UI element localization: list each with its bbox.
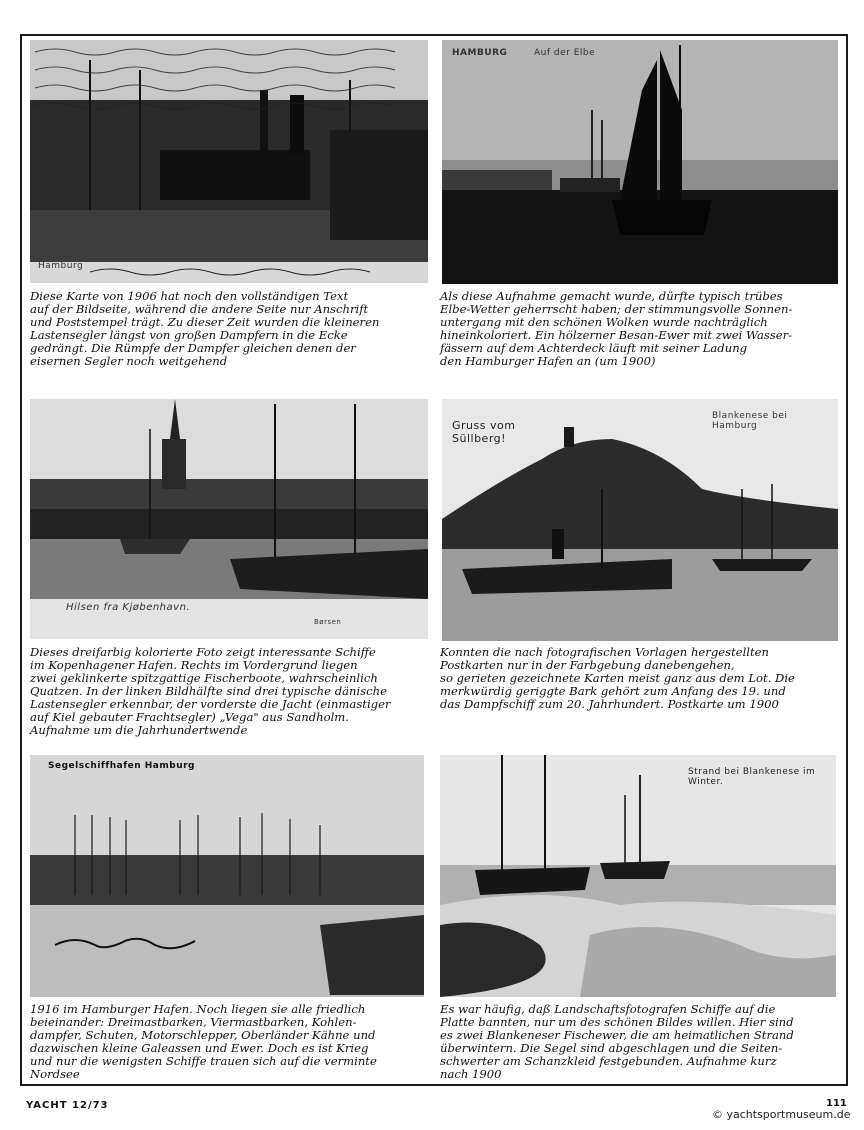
photo-kopenhagen (30, 399, 428, 639)
photo-elbe-ewer (442, 40, 838, 284)
photo-overlay-label: Hamburg (38, 261, 84, 271)
caption-suellberg: Konnten die nach fotografischen Vorlagen hergestellten Postkarten nur in der Farbgebung danebengehen, so gerieten gezeichnete Karten meist ganz aus dem Lot. Die merkwürdig geriggte Bark gehört zum Anfang des 19. und das Dampfschiff zum 20. Jahrhundert. Postkarte um 1900 (440, 645, 795, 711)
photo-overlay-title: Strand bei Blankenese im Winter. (688, 767, 816, 787)
magazine-issue: YACHT 12/73 (26, 1100, 109, 1111)
caption-kopenhagen: Dieses dreifarbig kolorierte Foto zeigt interessante Schiffe im Kopenhagener Hafen. Rechts im Vordergrund liegen zwei geklinkerte spitzgattige Fischerboote, wahrscheinlich Quatzen. In der linken Bildhälfte sind drei typische dänische Lastensegler erkennbar, der vorderste die Jacht (einmastiger auf Kiel gebauter Frachtsegler) „Vega" aus Sandholm. Aufnahme um die Jahrhundertwende (30, 645, 391, 737)
photo-overlay-place: Blankenese bei Hamburg (712, 411, 788, 431)
photo-overlay-building: Børsen (314, 618, 342, 626)
caption-elbe-ewer: Als diese Aufnahme gemacht wurde, dürfte typisch trübes Elbe-Wetter geherrscht haben; der stimmungsvolle Sonnen- untergang mit den schönen Wolken wurde nachträglich hineinkoloriert. Ein hölzerner Besan-Ewer mit zwei Wasser- fässern auf dem Achterdeck läuft mit seiner Ladung den Hamburger Hafen an (um 1900) (440, 289, 793, 368)
photo-segelschiffhafen (30, 755, 424, 997)
watermark: © yachtsportmuseum.de (712, 1108, 851, 1121)
photo-overlay-greeting: Hilsen fra Kjøbenhavn. (66, 602, 191, 613)
caption-segelschiffhafen: 1916 im Hamburger Hafen. Noch liegen sie alle friedlich beieinander: Dreimastbarken, Viermastbarken, Kohlen- dampfer, Schuten, Motorschlepper, Oberländer Kähne und dazwischen kleine Galeassen und Ewer. Doch es ist Krieg und nur die wenigsten Schiffe trauen sich auf die verminte Nordsee (30, 1002, 377, 1081)
page-number: 111 (826, 1098, 847, 1109)
caption-blankenese-winter: Es war häufig, daß Landschaftsfotografen Schiffe auf die Platte bannten, nur um des schönen Bildes willen. Hier sind es zwei Blankeneser Fischewer, die am heimatlichen Strand überwintern. Die Segel sind abgeschlagen und die Seiten- schwerter am Schanzkleid festgebunden. Aufnahme kurz nach 1900 (440, 1002, 794, 1081)
photo-overlay-title: Segelschiffhafen Hamburg (48, 761, 195, 771)
photo-overlay-greeting: Gruss vom Süllberg! (452, 419, 516, 445)
photo-overlay-city: HAMBURG (452, 48, 508, 58)
photo-blankenese-winter (440, 755, 836, 997)
photo-suellberg (442, 399, 838, 641)
caption-hamburg-1906: Diese Karte von 1906 hat noch den vollständigen Text auf der Bildseite, während die andere Seite nur Anschrift und Poststempel trägt. Zu dieser Zeit wurden die kleineren Lastensegler längst von großen Dampfern in die Ecke gedrängt. Die Rümpfe der Dampfer gleichen denen der eisernen Segler noch weitgehend (30, 289, 380, 368)
photo-overlay-subtitle: Auf der Elbe (534, 48, 596, 58)
photo-hamburg-1906 (30, 40, 428, 283)
